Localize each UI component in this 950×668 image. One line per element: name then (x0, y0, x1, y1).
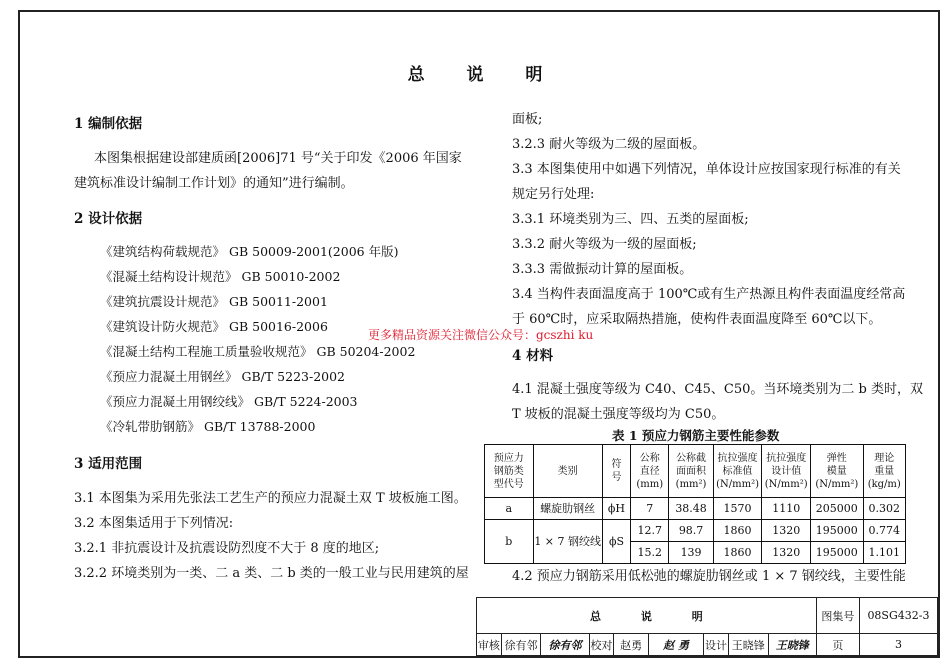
clause-3-3-2: 3.3.2 耐火等级为一级的屋面板; (512, 237, 697, 252)
table-cell: 1860 (713, 520, 762, 542)
reviewer-name: 徐有邻 (501, 634, 541, 656)
section-1-text-line2: 建筑标准设计编制工作计划》的通知”进行编制。 (74, 176, 354, 191)
table-cell: 205000 (811, 498, 863, 520)
table-cell: ϕS (602, 520, 630, 564)
clause-3-2-2: 3.2.2 环境类别为一类、二 a 类、二 b 类的一般工业与民用建筑的屋 (74, 566, 469, 581)
table-cell: 1320 (762, 542, 811, 564)
table-header-cell: 类别 (533, 445, 602, 498)
table-cell: 螺旋肋钢丝 (533, 498, 602, 520)
standard-item: 《混凝土结构设计规范》 GB 50010-2002 (100, 269, 341, 284)
section-1-heading: 1 编制依据 (74, 116, 143, 132)
table-cell: 1 × 7 钢绞线 (533, 520, 602, 564)
table-cell: a (485, 498, 534, 520)
standard-item: 《混凝土结构工程施工质量验收规范》 GB 50204-2002 (100, 344, 416, 359)
clause-4-1: 4.1 混凝土强度等级为 C40、C45、C50。当环境类别为二 b 类时，双 (512, 382, 923, 397)
designer-signature: 王晓锋 (768, 634, 816, 656)
table-header-cell: 预应力 钢筋类 型代号 (485, 445, 534, 498)
table-cell: 1320 (762, 520, 811, 542)
clause-3-4: 3.4 当构件表面温度高于 100℃或有生产热源且构件表面温度经常高 (512, 287, 906, 302)
table-cell: 1860 (713, 542, 762, 564)
table-cell: 1.101 (863, 542, 906, 564)
table-header-cell: 符 号 (602, 445, 630, 498)
checker-signature: 赵 勇 (648, 634, 703, 656)
page-label: 页 (816, 634, 859, 656)
checker-name: 赵勇 (614, 634, 649, 656)
atlas-number: 08SG432-3 (859, 598, 937, 634)
table-cell: 1110 (762, 498, 811, 520)
review-label: 审核 (477, 634, 502, 656)
table-header-cell: 理论 重量 (kg/m) (863, 445, 906, 498)
atlas-number-label: 图集号 (816, 598, 859, 634)
steel-properties-table (484, 444, 906, 564)
section-3-heading: 3 适用范围 (74, 456, 143, 472)
section-4-heading: 4 材料 (512, 348, 554, 364)
clause-3-2-3: 3.2.3 耐火等级为二级的屋面板。 (512, 137, 706, 152)
table-cell: 12.7 (631, 520, 669, 542)
check-label: 校对 (589, 634, 614, 656)
standard-item: 《预应力混凝土用钢丝》 GB/T 5223-2002 (100, 369, 346, 384)
table-cell: ϕH (602, 498, 630, 520)
table-cell: 139 (669, 542, 713, 564)
clause-4-2: 4.2 预应力钢筋采用低松弛的螺旋肋钢丝或 1 × 7 钢绞线，主要性能 (512, 569, 906, 584)
clause-3-3: 3.3 本图集使用中如遇下列情况，单体设计应按国家现行标准的有关 (512, 162, 901, 177)
reviewer-signature: 徐有邻 (541, 634, 589, 656)
table-cell: 98.7 (669, 520, 713, 542)
table-cell: 38.48 (669, 498, 713, 520)
table-cell: 0.774 (863, 520, 906, 542)
clause-3-3-3: 3.3.3 需做振动计算的屋面板。 (512, 262, 693, 277)
table-cell: 7 (631, 498, 669, 520)
table-header-cell: 公称截 面面积 (mm²) (669, 445, 713, 498)
title-block (476, 597, 938, 656)
clause-3-2-1: 3.2.1 非抗震设计及抗震设防烈度不大于 8 度的地区; (74, 541, 380, 556)
section-2-heading: 2 设计依据 (74, 211, 143, 227)
titleblock-title: 总 说 明 (477, 598, 817, 634)
clause-3-4-cont: 于 60℃时，应采取隔热措施，使构件表面温度降至 60℃以下。 (512, 312, 882, 327)
table-cell: 15.2 (631, 542, 669, 564)
clause-4-1-cont: T 坡板的混凝土强度等级均为 C50。 (512, 407, 725, 422)
page-number: 3 (859, 634, 937, 656)
table-header-cell: 弹性 模量 (N/mm²) (811, 445, 863, 498)
clause-3-3-1: 3.3.1 环境类别为三、四、五类的屋面板; (512, 212, 749, 227)
watermark-text: 更多精品资源关注微信公众号：gcszhi ku (368, 328, 594, 342)
standard-item: 《建筑抗震设计规范》 GB 50011-2001 (100, 294, 328, 309)
clause-3-2: 3.2 本图集适用于下列情况: (74, 516, 234, 531)
design-label: 设计 (704, 634, 729, 656)
table-cell: b (485, 520, 534, 564)
standard-item: 《建筑设计防火规范》 GB 50016-2006 (100, 319, 328, 334)
table-header-cell: 抗拉强度 标准值 (N/mm²) (713, 445, 762, 498)
table-title: 表 1 预应力钢筋主要性能参数 (612, 428, 780, 443)
table-header-cell: 公称 直径 (mm) (631, 445, 669, 498)
standard-item: 《冷轧带肋钢筋》 GB/T 13788-2000 (100, 419, 316, 434)
table-cell: 195000 (811, 542, 863, 564)
standard-item: 《预应力混凝土用钢绞线》 GB/T 5224-2003 (100, 394, 358, 409)
table-header-cell: 抗拉强度 设计值 (N/mm²) (762, 445, 811, 498)
table-cell: 195000 (811, 520, 863, 542)
table-cell: 1570 (713, 498, 762, 520)
standard-item: 《建筑结构荷载规范》 GB 50009-2001(2006 年版) (100, 244, 399, 259)
clause-3-3-cont: 规定另行处理: (512, 187, 595, 202)
designer-name: 王晓锋 (728, 634, 768, 656)
page-title: 总 说 明 (407, 65, 561, 85)
section-1-text-line1: 本图集根据建设部建质函[2006]71 号“关于印发《2006 年国家 (94, 151, 462, 166)
clause-continuation: 面板; (512, 112, 543, 127)
clause-3-1: 3.1 本图集为采用先张法工艺生产的预应力混凝土双 T 坡板施工图。 (74, 491, 467, 506)
table-cell: 0.302 (863, 498, 906, 520)
